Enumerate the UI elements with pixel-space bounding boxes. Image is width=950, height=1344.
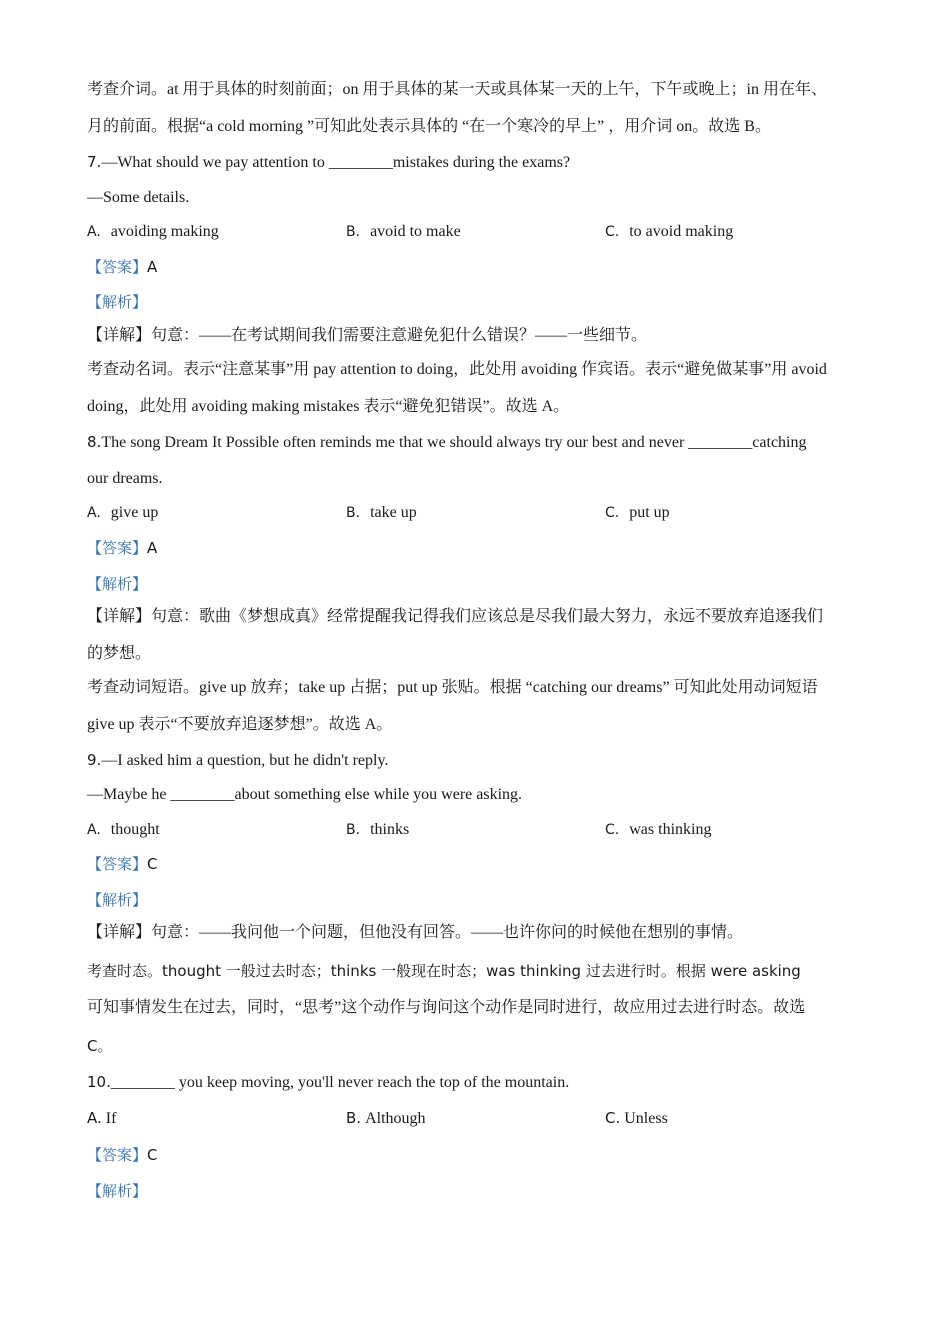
explanation-line-3: C。 [87,1037,113,1055]
question-text: —What should we pay attention to ________mistakes during the exams? [101,154,571,171]
intro-line-2: 月的前面。根据“a cold morning ”可知此处表示具体的 “在一个寒冷的早上” ，用介词 on。故选 B。 [87,118,771,135]
question-number: 7. [87,153,102,171]
answer-value: A [147,539,158,557]
answer-label: 【答案】 [87,258,148,276]
option-c: C. put up [605,504,670,521]
question-7-stem [87,152,570,173]
analysis-label: 【解析】 [87,293,148,311]
question-9-stem [87,750,388,771]
question-8-stem [87,432,806,453]
answer-line [87,1145,158,1166]
question-number: 8. [87,433,102,451]
explanation-line-1: 考查时态。thought 一般过去时态；thinks 一般现在时态；was thinking 过去进行时。根据 were asking [87,962,801,980]
explanation-line-2: 可知事情发生在过去，同时，“思考”这个动作与询问这个动作是同时进行，故应用过去进行时态。故选 [87,999,806,1016]
question-number: 9. [87,751,102,769]
option-b: B. avoid to make [346,223,461,240]
explanation-line-1: 考查动名词。表示“注意某事”用 pay attention to doing，此处用 avoiding 作宾语。表示“避免做某事”用 avoid [87,361,827,378]
question-7-reply: —Some details. [87,189,190,206]
explanation-line-1: 考查动词短语。give up 放弃；take up 占据；put up 张贴。根据 “catching our dreams” 可知此处用动词短语 [87,679,818,696]
option-b: B. take up [346,504,417,521]
answer-label: 【答案】 [87,539,148,557]
answer-label: 【答案】 [87,1146,148,1164]
option-b: B. thinks [346,821,410,838]
question-10-stem [87,1072,569,1093]
option-c: C. was thinking [605,821,712,838]
option-a: A. give up [87,504,159,521]
question-9-reply: —Maybe he ________about something else while you were asking. [87,786,523,803]
option-b: B. Although [346,1109,426,1127]
detail-line: 【详解】句意：——在考试期间我们需要注意避免犯什么错误？——一些细节。 [87,327,648,344]
answer-value: C [147,1146,158,1164]
question-text: —I asked him a question, but he didn't reply. [101,752,389,769]
option-c: C. Unless [605,1109,668,1127]
detail-line-2: 的梦想。 [87,645,152,662]
answer-line [87,854,158,875]
analysis-label: 【解析】 [87,575,148,593]
option-a: A. thought [87,821,160,838]
question-text: ________ you keep moving, you'll never reach the top of the mountain. [110,1074,570,1091]
answer-line [87,538,157,559]
answer-line [87,257,157,278]
explanation-line-2: doing，此处用 avoiding making mistakes 表示“避免犯错误”。故选 A。 [87,398,570,415]
option-a: A. If [87,1109,117,1127]
detail-line: 【详解】句意：——我问他一个问题，但他没有回答。——也许你问的时候他在想别的事情。 [87,924,744,941]
question-text: The song Dream It Possible often reminds me that we should always try our best and never ________catching [101,434,807,451]
option-c: C. to avoid making [605,223,734,240]
answer-label: 【答案】 [87,855,148,873]
intro-line-1: 考查介词。at 用于具体的时刻前面；on 用于具体的某一天或具体某一天的上午，下午或晚上；in 用在年、 [87,81,827,98]
question-8-stem-cont: our dreams. [87,470,163,487]
option-a: A. avoiding making [87,223,219,240]
detail-line-1: 【详解】句意：歌曲《梦想成真》经常提醒我记得我们应该总是尽我们最大努力，永远不要放弃追逐我们 [87,608,824,625]
answer-value: A [147,258,158,276]
answer-value: C [147,855,158,873]
explanation-line-2: give up 表示“不要放弃追逐梦想”。故选 A。 [87,716,393,733]
analysis-label: 【解析】 [87,891,148,909]
analysis-label: 【解析】 [87,1182,148,1200]
question-number: 10. [87,1073,111,1091]
